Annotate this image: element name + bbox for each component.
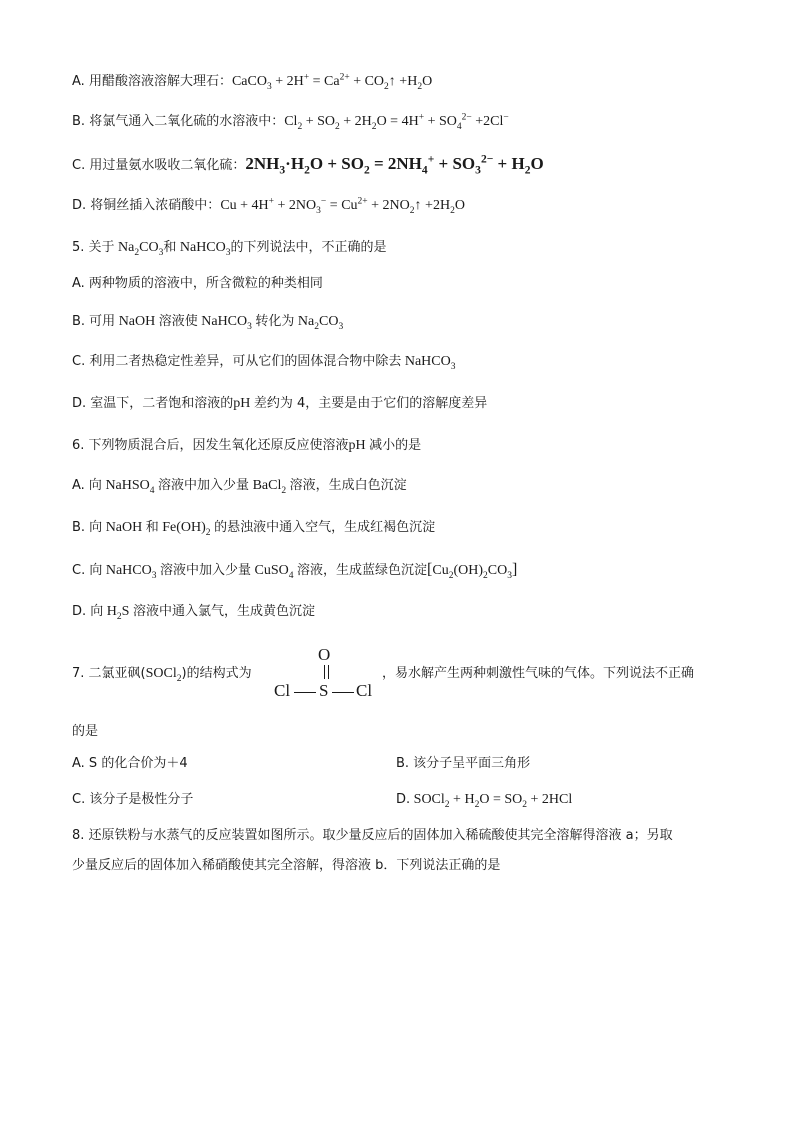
chlorine-atom-right: Cl [356, 681, 373, 700]
single-bond-left [294, 692, 316, 693]
q4-option-b: B. 将氯气通入二氧化硫的水溶液中：$Cl_2 + SO_2 + 2H_2O = 4H^+ + SO_4^{2-} +2Cl^-$ [72, 112, 509, 132]
q4-option-c: C. 用过量氨水吸收二氧化硫：$2NH_3\cdot H_2O + SO_2 = 2NH_4^+ + SO_3^{2-} + H_2O$ [72, 152, 544, 177]
q4-option-a: A. 用醋酸溶液溶解大理石：CaCO$_3$ + $2H^+ = Ca^{2+}$ + $CO_2↑ +H_2O$ [72, 72, 433, 92]
equation: $2NH_3\cdot H_2O + SO_2 = 2NH_4^+ + SO_3^{2-} + H_2O$ [245, 152, 544, 177]
oxygen-atom: O [318, 645, 331, 664]
double-bond-line-1 [324, 665, 325, 679]
double-bond-line-2 [328, 665, 329, 679]
single-bond-right [332, 692, 354, 693]
q5-stem: 5. 关于 $Na_2CO_3$和 NaHCO$_3$的下列说法中，不正确的是 [72, 240, 387, 258]
q5-option-c: C. 利用二者热稳定性差异，可从它们的固体混合物中除去 NaHCO$_3$ [72, 354, 456, 372]
q7-stem-cont: 的是 [72, 724, 99, 739]
q5-option-b: B. 可用 NaOH 溶液使 NaHCO$_3$ 转化为 $Na_2CO_3$ [72, 314, 344, 332]
q6-option-c: C. 向 NaHCO$_3$ 溶液中加入少量 CuSO$_4$ 溶液，生成蓝绿色沉淀$[Cu_2(OH)_2CO_3]$ [72, 561, 518, 581]
socl2-structural-formula [272, 645, 382, 707]
sulfur-atom: S [319, 681, 329, 700]
q5-option-a: A. 两种物质的溶液中，所含微粒的种类相同 [72, 276, 323, 291]
q6-option-b: B. 向 NaOH 和 $Fe(OH)_2$ 的悬浊液中通入空气，生成红褐色沉淀 [72, 520, 436, 538]
q7-option-b: B. 该分子呈平面三角形 [396, 756, 531, 771]
q7-option-d: D. SOCl$_2$ + $H_2O = SO_2 + 2HCl$ [396, 792, 573, 810]
q6-option-d: D. 向 $H_2S$ 溶液中通入氯气，生成黄色沉淀 [72, 604, 315, 622]
q7-stem: 7. 二氯亚砜(SOCl$_2$)的结构式为 [72, 666, 252, 684]
equation: CaCO$_3$ + $2H^+ = Ca^{2+}$ + $CO_2↑ +H_2O$ [231, 72, 433, 92]
q7-option-c: C. 该分子是极性分子 [72, 792, 194, 807]
q5-option-d: D. 室温下，二者饱和溶液的pH 差约为 4，主要是由于它们的溶解度差异 [72, 396, 488, 411]
q7-option-a: A. S 的化合价为＋4 [72, 756, 188, 771]
equation: $Cu + 4H^+ + 2NO_3^- = Cu^{2+}$ + $2NO_2↑ +2H_2O$ [220, 196, 465, 216]
q4-option-d: D. 将铜丝插入浓硝酸中：$Cu + 4H^+ + 2NO_3^- = Cu^{2+}$ + $2NO_2↑ +2H_2O$ [72, 196, 465, 216]
q7-stem-end: ，易水解产生两种刺激性气味的气体。下列说法不正确 [382, 666, 695, 681]
chlorine-atom-left: Cl [274, 681, 291, 700]
equation: $Cl_2 + SO_2 + 2H_2O = 4H^+ + SO_4^{2-} +2Cl^-$ [284, 112, 509, 132]
q6-option-a: A. 向 NaHSO$_4$ 溶液中加入少量 BaCl$_2$ 溶液，生成白色沉淀 [72, 478, 407, 496]
q6-stem: 6. 下列物质混合后，因发生氧化还原反应使溶液pH 减小的是 [72, 438, 422, 453]
q8-stem-line-1: 8. 还原铁粉与水蒸气的反应装置如图所示。取少量反应后的固体加入稀硫酸使其完全溶解得溶液 a；另取 [72, 828, 673, 843]
q8-stem-line-2: 少量反应后的固体加入稀硝酸使其完全溶解，得溶液 b．下列说法正确的是 [72, 858, 501, 873]
